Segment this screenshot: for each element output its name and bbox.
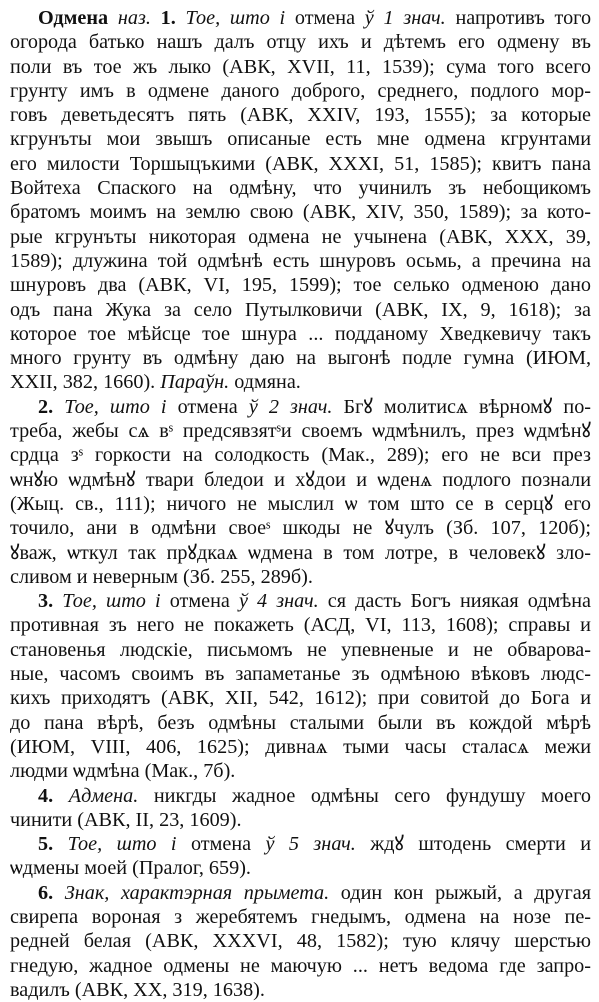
text-line bbox=[10, 881, 591, 905]
text-line bbox=[10, 905, 591, 929]
text-span: много грунту въ одмѣну даю на выгонѣ подле гумна (ИЮМ, bbox=[10, 347, 591, 370]
text-line bbox=[10, 370, 591, 394]
text-span bbox=[53, 882, 65, 904]
text-span: отмена bbox=[176, 833, 266, 856]
text-span: шнуровъ два (АВК, VI, 195, 1599); тое селько одменою дано bbox=[10, 274, 591, 297]
text-line bbox=[10, 103, 591, 127]
text-line bbox=[10, 152, 591, 176]
text-span: (ИЮМ, VIII, 406, 1625); дивнаѧ тыми часы сталасѧ межи bbox=[10, 735, 591, 758]
text-span: чинити (АВК, II, 23, 1609). bbox=[10, 808, 242, 831]
text-line bbox=[10, 443, 591, 467]
italic-text: Тое, што і bbox=[64, 395, 167, 418]
text-span bbox=[151, 7, 161, 29]
bold-text: Одмена bbox=[38, 7, 109, 29]
text-line bbox=[10, 6, 591, 30]
text-line bbox=[10, 419, 591, 443]
text-line bbox=[10, 929, 591, 953]
text-span: отмена bbox=[166, 395, 249, 418]
text-line bbox=[10, 711, 591, 735]
text-span: один кон рыжый, а другая bbox=[329, 881, 591, 904]
text-span: напротивъ того bbox=[445, 7, 591, 29]
text-span: становенья людскіе, письмомъ не упевненые и не обварова- bbox=[10, 638, 591, 661]
text-line bbox=[10, 832, 591, 856]
text-span: говъ деветьдесятъ пять (АВК, XXIV, 193, 1555); за которые bbox=[10, 104, 591, 127]
italic-text: Тое, што і bbox=[67, 833, 177, 856]
text-span: огорода батько нашъ далъ отцу ихъ и дѣтемъ его одмену въ bbox=[10, 31, 591, 54]
text-span: ѡнꙋю ѡдмѣнꙋ твари бледои и хꙋдои и ѡденѧ подлого познали bbox=[10, 468, 591, 491]
text-line bbox=[10, 978, 591, 1002]
text-span: сливом и неверным (Зб. 255, 289б). bbox=[10, 565, 313, 588]
text-span: кихъ приходятъ (АВК, XII, 542, 1612); при совитой до Бога и bbox=[10, 687, 591, 710]
text-span: срдца зˢ горкости на солодкость (Мак., 289); его не вси през bbox=[10, 444, 591, 467]
text-span: кгрунъты мои звышъ описаные есть мне одмена кгрунтами bbox=[10, 128, 591, 151]
text-line bbox=[10, 516, 591, 540]
text-span: Бгꙋ молитисѧ вѣрномꙋ по- bbox=[332, 395, 591, 418]
italic-text: Знак, характэрная прымета. bbox=[64, 881, 330, 904]
text-span: братомъ моимъ на землю свою (АВК, XIV, 350, 1589); за кото- bbox=[10, 201, 591, 224]
bold-text: 2. bbox=[38, 395, 54, 418]
text-line bbox=[10, 589, 591, 613]
italic-text: Тое, што і bbox=[62, 590, 161, 613]
italic-text: Тое, што і bbox=[185, 7, 286, 29]
text-line bbox=[10, 79, 591, 103]
text-span bbox=[108, 7, 118, 29]
text-span: редней белая (АВК, XXXVI, 48, 1582); тую клячу шерстью bbox=[10, 930, 591, 953]
text-span: ждꙋ штодень смерти и bbox=[355, 833, 591, 856]
italic-text: наз. bbox=[117, 7, 151, 29]
text-span: отмена bbox=[285, 7, 365, 29]
text-span: свирепа воронaя з жеребятемъ гнедымъ, одмена на нозе пе- bbox=[10, 905, 591, 928]
text-span: ные, часомъ своимъ въ запаметанье зъ одмѣною вѣковъ людс- bbox=[10, 663, 591, 686]
text-line bbox=[10, 249, 591, 273]
italic-text: ў 5 знач. bbox=[265, 833, 356, 856]
text-line bbox=[10, 30, 591, 54]
text-span bbox=[53, 833, 67, 855]
text-span: одмяна. bbox=[229, 371, 301, 394]
text-span: людми ѡдмѣна (Мак., 7б). bbox=[10, 760, 236, 783]
text-span: ся дасть Богъ ниякая одмѣна bbox=[318, 590, 591, 613]
bold-text: 3. bbox=[38, 590, 54, 613]
italic-text: Параўн. bbox=[160, 371, 230, 394]
italic-text: ў 1 знач. bbox=[364, 7, 446, 29]
text-line bbox=[10, 225, 591, 249]
text-line bbox=[10, 808, 591, 832]
text-line bbox=[10, 55, 591, 79]
bold-text: 5. bbox=[38, 833, 54, 856]
text-line bbox=[10, 613, 591, 637]
text-line bbox=[10, 954, 591, 978]
text-span: никгды жадное одмѣны сего фундушу моего bbox=[138, 784, 591, 807]
text-line bbox=[10, 273, 591, 297]
text-span bbox=[53, 590, 62, 612]
text-line bbox=[10, 127, 591, 151]
text-span: треба, жебы сѧ вˢ предсявзятˢи своемъ ѡдмѣнилъ, през ѡдмѣнꙋ bbox=[10, 420, 591, 443]
text-span: точило, ани в одмѣни своеˢ шкоды не ꙋчулъ (Зб. 107, 120б); bbox=[10, 517, 591, 540]
text-span: до пана вѣрѣ, безъ одмѣны сталыми были въ кождой мѣрѣ bbox=[10, 711, 591, 734]
text-line bbox=[10, 200, 591, 224]
text-span: XXII, 382, 1660). bbox=[10, 371, 161, 394]
text-span: ꙋваж, ѡткул так прꙋдкаѧ ѡдмена в том лотре, в человекꙋ зло- bbox=[10, 541, 591, 564]
text-line bbox=[10, 784, 591, 808]
text-span: Войтеха Спаского на одмѣну, что учинилъ зъ небощикомъ bbox=[10, 177, 591, 200]
text-span bbox=[176, 7, 186, 29]
text-line bbox=[10, 541, 591, 565]
text-span: 1589); длужина той одмѣнѣ есть шнуровъ осьмь, а пречина на bbox=[10, 249, 591, 272]
text-line bbox=[10, 638, 591, 662]
italic-text: ў 4 знач. bbox=[238, 590, 319, 613]
text-span: рые кгрунъты никоторая одмена не учынена (АВК, XXX, 39, bbox=[10, 225, 591, 248]
text-span bbox=[53, 785, 69, 807]
text-line bbox=[10, 395, 591, 419]
text-line bbox=[10, 298, 591, 322]
italic-text: Адмена. bbox=[68, 784, 139, 807]
text-line bbox=[10, 856, 591, 880]
text-span: (Жыц. св., 111); ничого не мыслил ѡ том што се в серцꙋ его bbox=[10, 492, 591, 515]
text-line bbox=[10, 662, 591, 686]
text-span: его милости Торшыцъкими (АВК, XXXI, 51, 1585); квитъ пана bbox=[10, 152, 591, 175]
text-line bbox=[10, 468, 591, 492]
text-span: вадилъ (АВК, XX, 319, 1638). bbox=[10, 978, 265, 1001]
text-span: гнедую, жадное одмены не маючую ... нетъ ведома где запро- bbox=[10, 954, 591, 977]
bold-text: 1. bbox=[160, 7, 176, 29]
text-line bbox=[10, 346, 591, 370]
text-line bbox=[10, 176, 591, 200]
italic-text: ў 2 знач. bbox=[248, 395, 333, 418]
text-span: которое тое мѣйсце тое шнура ... подданому Хведкевичу такъ bbox=[10, 322, 591, 345]
text-span: ѡдмены моей (Пралог, 659). bbox=[10, 857, 251, 880]
text-line bbox=[10, 686, 591, 710]
bold-text: 4. bbox=[38, 784, 54, 807]
text-span: одъ пана Жука за село Путылковичи (АВК, IX, 9, 1618); за bbox=[10, 298, 591, 321]
text-line bbox=[10, 322, 591, 346]
text-span: отмена bbox=[160, 590, 239, 613]
text-line bbox=[10, 492, 591, 516]
text-span: грунту имъ в одмене даного доброго, среднего, подлого мор- bbox=[10, 79, 591, 102]
bold-text: 6. bbox=[38, 881, 54, 904]
text-span: противная зъ него не покажеть (АСД, VI, 113, 1608); справы и bbox=[10, 614, 591, 637]
text-line bbox=[10, 759, 591, 783]
text-line bbox=[10, 565, 591, 589]
text-span bbox=[53, 396, 64, 418]
text-line bbox=[10, 735, 591, 759]
text-span: поли въ тое жъ лыко (АВК, XVII, 11, 1539); сума того всего bbox=[10, 55, 591, 78]
